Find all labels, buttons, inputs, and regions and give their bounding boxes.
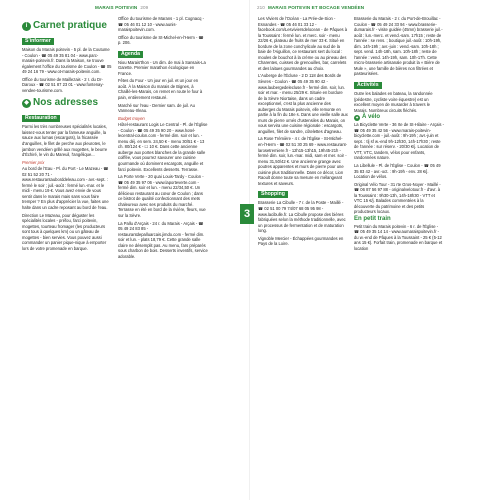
- info-icon: i: [22, 22, 31, 31]
- left-page-number: 209: [140, 5, 149, 10]
- paragraph: La Libellule - Pl. de l'Église - Coulon - ☎ 05 49 35 83 42 - avr.-oct. : 9h-19h - env. 28 €/j. Location de vélos.: [354, 163, 441, 180]
- column-4: [354, 16, 444, 253]
- column-1: [22, 16, 112, 253]
- section-nos-adresses: [22, 97, 112, 109]
- column-3: [258, 16, 348, 249]
- paragraph: Office du tourisme de St-Michel-en-l'Herm - ☎ p. 206.: [118, 34, 204, 46]
- left-header-title: MARAIS POITEVIN: [95, 5, 138, 10]
- heading-text: En petit train: [354, 215, 391, 222]
- paragraph: Outre les balades en bateau, la randonnée (pédestre, cycliste voire équestre) est un excellent moyen de musarder à travers le Marais. Nombreux circuits fléchés.: [354, 91, 433, 113]
- section-carnet-pratique: [22, 20, 112, 32]
- paragraph: Parmi les très nombreuses spécialités locales, laissez-vous tenter par la fameuse anguille, la sauce aux lumas (escargots), la fricassée d'anguilles, le filet de perche aux pleurotes, le jambon vendéen grillé aux mogettes, le beurre d'Échiré, le vin du Mareuil, l'angélique...: [22, 124, 108, 158]
- paragraph: La Pallu d'Arçais - 24 r. du Marais - Arçais - ☎ 05 49 24 83 85 - restaurantdepalluarcais.jimdo.com - fermé dim. soir et lun. - plats 18,79 €. Cette grande salle claire ne désemplit pas. Au menu, fars préparés sous charbon de bois. Desserts inventifs, service adorable.: [118, 220, 208, 259]
- heading-a-velo: [354, 115, 444, 121]
- heading-petit-train: [354, 217, 444, 223]
- paragraph: Office du tourisme de Marans - 1 pl. Cognacq - ☎ 05 46 01 12 10 - www.aunis-maraispoitevin.com.: [118, 16, 204, 33]
- paragraph: Au bord de l'Eau - Pl. du Port - Le Mazeau - ☎ 02 51 52 20 71 - www.restaurantauborddeleau.com - avr.-sept. : fermé le soir ; juil.-août : fermé lun.-mar. et le midi - menu 19 €. Vous avez envie de vous sentir dans le marais mais sans vous faire tremper ? En plus d'apprécier la vue, faites une halte dans un cadre reposant au bord de l'eau.: [22, 166, 109, 211]
- price-category: Budget moyen: [118, 115, 145, 121]
- subhead-sinformer: S'informer: [22, 38, 54, 45]
- paragraph: Marché sur l'eau - Dernier sam. de juil. Au Vanneau-Irleau.: [118, 102, 195, 114]
- subhead-activites: Activités: [354, 82, 382, 89]
- paragraph: La Rose Trémière - 4 r. de l'Église - St-Michel-en-l'Herm - ☎ 02 51 30 25 69 - www.restaurant-larosetremiere.fr - 12h15-13h15, 19h45-21h - fermé dim. soir, lun.-mar. midi, sam et mer. soir - menu 31,50/42 €. Une ancienne grange avec poutres apparentes et murs de pierre pour une cuisine plus traditionnelle. Dans ce décor, Lion Raoult donne toute sa mesure en mélangeant textures et saveurs.: [258, 136, 348, 186]
- subhead-restauration: Restauration: [22, 115, 60, 122]
- page-gutter: [249, 0, 250, 500]
- paragraph: Brasserie du Marais - 2 r. du Port-de-Brouillac - Coulon - ☎ 05 49 24 33 94 - www.brasserie-dumarais.fr - visite guidée (45mn) brasserie juil.-août : lun.-merc. et vend.-sam. 17h15 ; reste de l'année : se rens. ; boutique juil.-août : 10h-19h, dim. 14h-19h ; avr.-juin : vend.-sam. 10h-18h ; sept. vend. 14h-18h, sam. 10h-18h ; reste de l'année : vend. 14h-19h, sam. 10h-17h. Cette micro-brasserie artisanale produit la « Bière de Mule », une famille de bières non filtrées et pasteurisées.: [354, 16, 443, 77]
- paragraph: Direction Le Mazeau, pour déguster les spécialités locales - préfou, farci poitevin, mogettes, tourteau fromager (les producteurs sont tous à quelques km) ou un gâteau de mogettes - bien servies. Vous pouvez aussi commander un panier pique-nique à emporter lors de votre promenade en barque.: [22, 212, 107, 251]
- heading-text: À vélo: [362, 114, 381, 121]
- left-page-header: [95, 5, 148, 10]
- column-2: [118, 16, 208, 261]
- paragraph: Les Viviers de l'Océan - La Prée-de-Sion - Esnandes - ☎ 05 46 01 33 12 - facebook.com/Lesviviersdelocean - de Pâques à la Toussaint : fermé lun. et merc. soir - menu 22/26 €, plateau de fruits de mer 33 €. Situé en bordure de la zone conchylicole au sud de la baie de l'Aiguillon, ce restaurant sert du local : moules de bouchot à la crème ou au pineau des Charentes, cuisses de grenouilles, bar, carrelets et des laitues gourmandes au choix.: [258, 16, 348, 71]
- paragraph: La Bicyclette Verte - 36 rte de St-Hilaire - Arçais - ☎ 05 49 35 42 56 - www.marais-poitevin-bicyclette.com - juil.-août : 9h-19h ; avr.-juin et sept. : tlj sf w.-end 9h-12h30, 14h-17h30 ; reste de l'année : sur réserv. - 20/30 €/j. Location de VTT, VTC, tandem, vélos pour enfants, randonnées nature.: [354, 122, 444, 161]
- right-header-title: MARAIS POITEVIN ET BOCAGE VENDÉEN: [267, 5, 365, 10]
- bicycle-icon: ✦: [355, 115, 359, 121]
- subhead-agenda: Agenda: [118, 51, 143, 58]
- paragraph: Maison du Marais poitevin - 5 pl. de la Coutume - Coulon - ☎ 05 49 35 81 04 - www.parc-marais-poitevin.fr. Dans la Maison, se trouve également l'office du tourisme de Coulon - ☎ 05 49 24 16 79 - www.ot-marais-poitevin.com.: [22, 47, 112, 75]
- paragraph: Fêtes du Four - Un jour en juil. et un jour en août. À la Maison du marais de Bignes, à Chaillé-les-Marais, on remet en route le four à pain, entièrement restauré.: [118, 78, 203, 101]
- subhead-shopping: Shopping: [258, 191, 288, 198]
- chapter-tab: 3: [240, 204, 254, 224]
- paragraph: Petit train du Marais poitevin - 6 r. de l'Église - ☎ 05 49 35 14 14 - www.aumaraispoitevin.fr - du w.-end de Pâques à la Toussaint - 25 € (5-12 ans 15 €). Forfait train, promenade en barque et location: [354, 223, 443, 251]
- paragraph: Office du tourisme de Maillezais - 2 r. du Dr-Daroux - ☎ 02 51 87 23 01 - www.fontenay-vendee-tourisme.com.: [22, 76, 104, 93]
- paragraph: L'Auberge de l'Écluse - 2 D 118 des Bords de Sèvres - Coulon - ☎ 05 49 35 90 42 - www.laubergedelecluse.fr - fermé dim. soir, lun. soir et mar. - menu 25/29 €. Située en bordure de la Sèvre Niortaise, dans un cadre exceptionnel, c'est la plus ancienne des auberges du Marais poitevin, elle remonte en partie à la fin du 18e s. Dans une vieille salle aux murs de pierre ornés d'ustensiles du Marais, on vous servira une cuisine régionale : escargots, anguilles, filet de sandre, côtelettes d'agneau.: [258, 73, 348, 134]
- price-category: Premier prix: [22, 159, 45, 165]
- address-icon: ◆: [22, 99, 31, 108]
- paragraph: Brasserie La Cibulle - 7 r. de la Poste - Maillé - ☎ 02 51 00 79 74/07 68 05 95 98 - www.lacibulle.fr. La Cibulle propose des bières fabriquées selon la méthode traditionnelle, avec un processus de fermentation et de maturation long.: [258, 200, 346, 234]
- right-page-number: 210: [257, 5, 265, 10]
- section-title: Carnet pratique: [33, 20, 107, 31]
- paragraph: Niou Marais'thon - Un dim. de mai à Sansais-La Garette. Premier marathon écologique en France.: [118, 59, 206, 76]
- paragraph: Original Vélo Tour - 31 rte Gros-Noyer - Maillé - ☎ 06 87 56 97 88 - originalvelotour.fr - d'avr. à la Toussaint : 9h30-13h, 14h-18h30 - VTT et VTC 15 €/j. Balades commentées à la découverte du patrimoine et des petits producteurs locaux.: [354, 181, 441, 215]
- paragraph: Vignoble Mercier - Échappées gourmandes en Pays de la Loire.: [258, 235, 344, 247]
- section-title: Nos adresses: [33, 97, 99, 109]
- paragraph: La Porte Verte - 20 quai Louis-Tardy - Coulon - ☎ 05 49 35 97 06 - www.laporteverte.com - fermé dim. soir et lun. - menu 22/34,50 €. Un délicieux restaurant au cœur de Coulon ; dans ce bistrot de qualité confectionnant des mets chaleureux avec ses produits du marché. Terrasse en été en bord de la rivière, fleurs, vue sur la Sèvre.: [118, 174, 206, 218]
- right-page-header: [257, 5, 364, 10]
- paragraph: Hôtel-restaurant Logis Le Central - Pl. de l'Église - Coulon - ☎ 05 49 35 90 20 - www.hotel-lecentral-coulon.com - fermé dim. soir et lun. - menu déj. en sem. 24,50 € - menu 30/51 € - 13 ch. 80/124 € - ☐ 10 €. Dans cette ancienne auberge aux portes blanches de la grande salle coiffée, vous pourrez savourer une cuisine gourmande où dominent escargots, anguille et farci poitevin. Excellents desserts. Terrasse.: [118, 122, 208, 172]
